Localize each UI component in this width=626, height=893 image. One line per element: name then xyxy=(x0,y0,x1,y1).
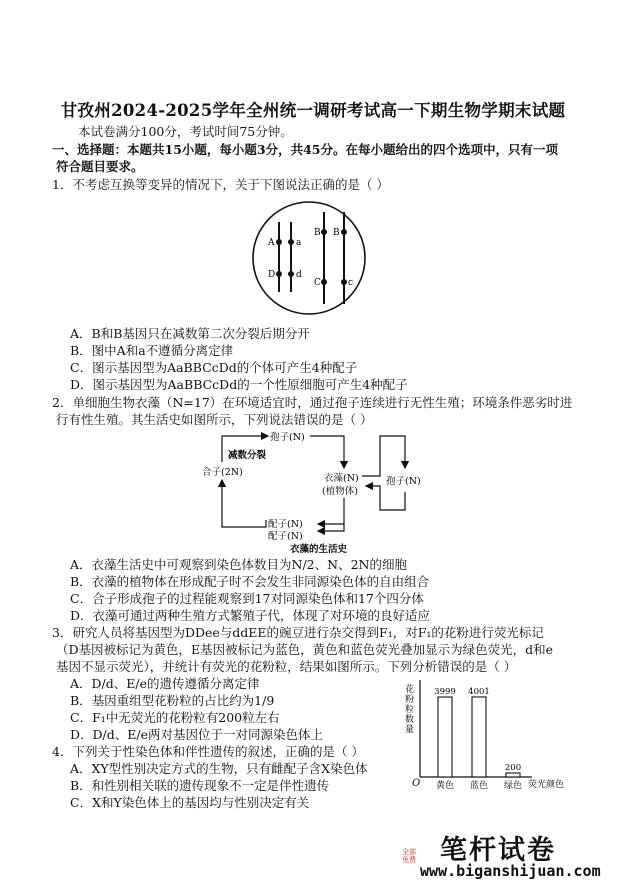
bar-category-label-2: 绿色 xyxy=(503,781,523,791)
zygote-label: 合子(2N) xyxy=(202,467,243,478)
bar-value-label-1: 4001 xyxy=(468,686,490,697)
gene-locus-c xyxy=(341,279,347,285)
question-1-option-b: B．图中A和a不遵循分离定律 xyxy=(70,343,234,358)
chart-x-axis-label: 荧光颜色 xyxy=(528,780,565,790)
question-1-option-c: C．图示基因型为AaBBCcDd的个体可产生4种配子 xyxy=(70,360,358,375)
question-2-option-b: B．衣藻的植物体在形成配子时不会发生非同源染色体的自由组合 xyxy=(70,574,430,589)
question-3-stem-line1: 3．研究人员将基因型为DDee与ddEE的豌豆进行杂交得到F₁，对F₁的花粉进行荧光标记 xyxy=(52,625,544,640)
exam-intro: 本试卷满分100分，考试时间75分钟。 xyxy=(78,124,293,139)
question-3-option-c: C．F₁中无荧光的花粉粒有200粒左右 xyxy=(70,710,280,725)
gamete-1-label: 配子(N) xyxy=(268,519,303,530)
arrow-alga-to-gamete1 xyxy=(318,498,344,524)
section-heading-line2: 符合题目要求。 xyxy=(56,159,144,174)
footer-logo: 笔杆试卷 xyxy=(440,835,556,866)
pollen-count-chart xyxy=(398,676,576,796)
question-3-option-a: A．D/d、E/e的遗传遵循分离定律 xyxy=(70,676,260,691)
question-2-option-c: C．合子形成孢子的过程能观察到17对同源染色体和17个四分体 xyxy=(70,591,424,606)
gene-locus-B2 xyxy=(341,229,347,235)
arrow-alga-to-right-spore xyxy=(362,436,405,476)
question-4-option-b: B．和性别相关联的遗传现象不一定是伴性遗传 xyxy=(70,778,330,793)
question-2-stem-line2: 行有性生殖。其生活史如图所示，下列说法错误的是（ ） xyxy=(56,412,373,427)
question-2-option-a: A．衣藻生活史中可观察到染色体数目为N/2、N、2N的细胞 xyxy=(70,557,407,572)
spore-right-label: 孢子(N) xyxy=(386,476,421,487)
question-1-option-a: A．B和B基因只在减数第二次分裂后期分开 xyxy=(70,326,310,341)
gene-locus-D xyxy=(276,271,282,277)
gene-label-C: C xyxy=(314,278,321,288)
question-4-option-c: C．X和Y染色体上的基因均与性别决定有关 xyxy=(70,795,310,810)
arrow-alga-to-gamete2 xyxy=(318,524,344,531)
alga-label: 衣藻(N) xyxy=(324,473,359,484)
question-3-option-d: D．D/d、E/e两对基因位于一对同源染色体上 xyxy=(70,727,323,742)
question-2-option-d: D．衣藻可通过两种生殖方式繁殖子代，体现了对环境的良好适应 xyxy=(70,608,431,623)
page-title: 甘孜州2024-2025学年全州统一调研考试高一下期生物学期末试题 xyxy=(60,101,566,120)
question-3-option-b: B．基因重组型花粉粒的占比约为1/9 xyxy=(70,693,275,708)
question-1-stem: 1．不考虑互换等变异的情况下，关于下图说法正确的是（ ） xyxy=(52,177,389,192)
chart-origin-label: O xyxy=(412,778,421,789)
cell-chromosome-figure xyxy=(246,198,372,320)
question-1-option-d: D．图示基因型为AaBBCcDd的一个性原细胞可产生4种配子 xyxy=(70,377,408,392)
chart-y-axis-label: 花粉粒数量 xyxy=(403,684,413,734)
gene-label-a: a xyxy=(296,238,302,248)
gene-label-B2: B xyxy=(333,228,340,238)
footer-tag: 全部免费 xyxy=(402,848,416,864)
bar-1 xyxy=(472,697,486,777)
diagram-caption: 衣藻的生活史 xyxy=(290,544,348,555)
arrow-gametes-to-zygote xyxy=(222,480,266,527)
bar-category-label-1: 蓝色 xyxy=(469,781,489,791)
bar-value-label-2: 200 xyxy=(504,763,522,773)
question-4-stem: 4．下列关于性染色体和伴性遗传的叙述，正确的是（ ） xyxy=(52,744,364,759)
meiosis-label: 减数分裂 xyxy=(228,450,267,461)
alga-sub-label: (植物体) xyxy=(322,486,358,497)
gene-label-A: A xyxy=(268,238,275,248)
bar-category-label-0: 黄色 xyxy=(435,781,455,791)
alga-life-cycle-diagram xyxy=(200,428,440,556)
gene-label-B1: B xyxy=(314,228,321,238)
gene-locus-a xyxy=(288,239,294,245)
chart-bars xyxy=(434,687,522,791)
gene-locus-A xyxy=(276,239,282,245)
question-3-stem-line2: （D基因被标记为黄色，E基因被标记为蓝色，黄色和蓝色荧光叠加显示为绿色荧光，d和e xyxy=(56,642,554,657)
arrow-spore-to-alga xyxy=(310,436,344,468)
spore-top-label: 孢子(N) xyxy=(270,432,305,443)
gene-locus-d xyxy=(288,271,294,277)
bar-0 xyxy=(438,697,452,777)
cell-outline xyxy=(253,202,365,314)
bar-2 xyxy=(506,773,520,777)
bar-value-label-0: 3999 xyxy=(434,687,456,698)
question-3-stem-line3: 基因不显示荧光），并统计有荧光的花粉粒，结果如图所示。下列分析错误的是（ ） xyxy=(56,659,517,674)
gene-locus-C xyxy=(321,279,327,285)
section-heading-line1: 一、选择题：本题共15小题，每小题3分，共45分。在每小题给出的四个选项中，只有一项 xyxy=(52,142,558,157)
gene-label-D: D xyxy=(268,270,276,280)
gene-locus-B1 xyxy=(321,229,327,235)
question-4-option-a: A．XY型性别决定方式的生物，只有雌配子含X染色体 xyxy=(70,761,368,776)
gene-label-d: d xyxy=(296,270,302,280)
gamete-2-label: 配子(N) xyxy=(268,531,303,542)
footer-url-link[interactable]: www.biganshijuan.com xyxy=(420,862,601,880)
question-2-stem-line1: 2．单细胞生物衣藻（N=17）在环境适宜时，通过孢子连续进行无性生殖；环境条件恶劣时进 xyxy=(52,395,573,410)
arrow-right-spore-to-alga xyxy=(366,486,405,510)
gene-label-c: c xyxy=(348,278,354,288)
